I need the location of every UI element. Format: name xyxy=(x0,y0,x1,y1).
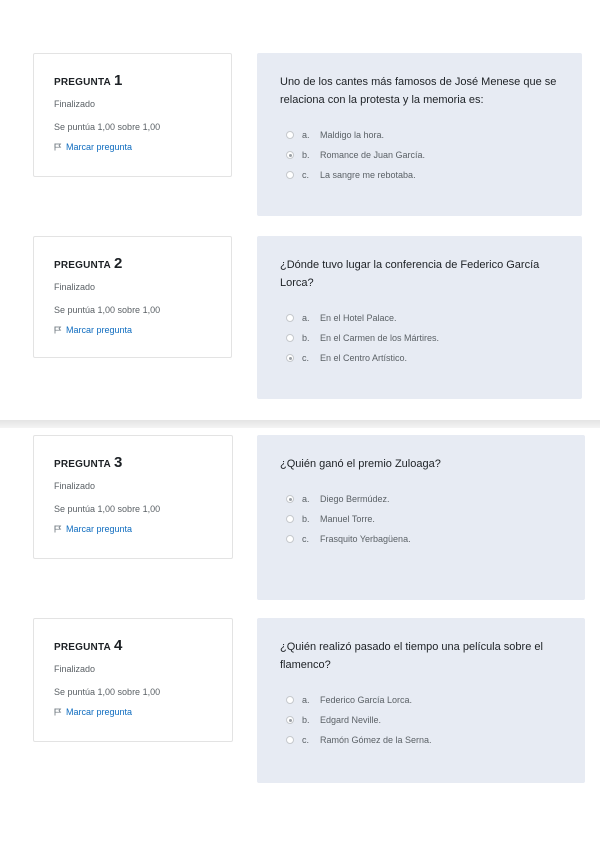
radio-icon[interactable] xyxy=(286,334,294,342)
question-grade: Se puntúa 1,00 sobre 1,00 xyxy=(54,504,161,514)
radio-icon[interactable] xyxy=(286,131,294,139)
question-info xyxy=(33,618,233,742)
answer-list xyxy=(280,690,563,750)
answer-letter: a. xyxy=(302,313,310,323)
radio-icon[interactable] xyxy=(286,314,294,322)
radio-icon[interactable] xyxy=(286,354,294,362)
answer-text: En el Hotel Palace. xyxy=(320,313,397,323)
question-label: PREGUNTA xyxy=(54,642,111,653)
question-grade: Se puntúa 1,00 sobre 1,00 xyxy=(54,687,161,697)
flag-question-link[interactable] xyxy=(54,707,212,717)
radio-icon[interactable] xyxy=(286,151,294,159)
question-text: ¿Quién ganó el premio Zuloaga? xyxy=(280,458,441,470)
answer-letter: a. xyxy=(302,695,310,705)
radio-icon[interactable] xyxy=(286,696,294,704)
radio-icon[interactable] xyxy=(286,716,294,724)
question-content xyxy=(257,618,585,783)
flag-question-label: Marcar pregunta xyxy=(66,325,133,335)
answer-text: Edgard Neville. xyxy=(320,715,382,725)
question-number: 4 xyxy=(113,637,123,654)
answer-text: Maldigo la hora. xyxy=(320,130,385,140)
question-text: Uno de los cantes más famosos de José Menese que se relaciona con la protesta y la memoria es: xyxy=(280,76,557,106)
question-content xyxy=(257,53,582,216)
radio-icon[interactable] xyxy=(286,515,294,523)
answer-list xyxy=(280,308,560,368)
answer-option[interactable] xyxy=(280,165,560,185)
question-state: Finalizado xyxy=(54,664,96,674)
answer-text: Romance de Juan García. xyxy=(320,150,426,160)
answer-text: Diego Bermúdez. xyxy=(320,494,390,504)
answer-letter: c. xyxy=(302,534,310,544)
question-label: PREGUNTA xyxy=(54,459,111,470)
question-text: ¿Quién realizó pasado el tiempo una película sobre el flamenco? xyxy=(280,641,543,671)
question-label: PREGUNTA xyxy=(54,260,111,271)
question-info xyxy=(33,435,233,559)
question-info xyxy=(33,236,232,358)
flag-question-label: Marcar pregunta xyxy=(66,524,133,534)
answer-letter: a. xyxy=(302,494,310,504)
answer-list xyxy=(280,489,563,549)
flag-question-link[interactable] xyxy=(54,142,211,152)
question-label: PREGUNTA xyxy=(54,77,111,88)
question-content xyxy=(257,236,582,399)
answer-list xyxy=(280,125,560,185)
question-state: Finalizado xyxy=(54,99,96,109)
answer-letter: c. xyxy=(302,170,310,180)
answer-letter: b. xyxy=(302,514,310,524)
answer-text: La sangre me rebotaba. xyxy=(320,170,416,180)
flag-icon xyxy=(54,525,62,533)
answer-text: Manuel Torre. xyxy=(320,514,375,524)
flag-question-label: Marcar pregunta xyxy=(66,707,133,717)
answer-option[interactable] xyxy=(280,348,560,368)
answer-text: Frasquito Yerbagüena. xyxy=(320,534,411,544)
question-state: Finalizado xyxy=(54,481,96,491)
question-number: 2 xyxy=(113,255,123,272)
answer-letter: b. xyxy=(302,150,310,160)
answer-letter: c. xyxy=(302,353,310,363)
answer-option[interactable] xyxy=(280,308,560,328)
flag-icon xyxy=(54,143,62,151)
radio-icon[interactable] xyxy=(286,535,294,543)
answer-letter: b. xyxy=(302,333,310,343)
answer-option[interactable] xyxy=(280,690,563,710)
radio-icon[interactable] xyxy=(286,495,294,503)
answer-text: Ramón Gómez de la Serna. xyxy=(320,735,432,745)
flag-question-link[interactable] xyxy=(54,524,212,534)
radio-icon[interactable] xyxy=(286,171,294,179)
radio-icon[interactable] xyxy=(286,736,294,744)
question-grade: Se puntúa 1,00 sobre 1,00 xyxy=(54,305,161,315)
page-separator xyxy=(0,420,600,428)
answer-option[interactable] xyxy=(280,489,563,509)
flag-question-link[interactable] xyxy=(54,325,211,335)
flag-question-label: Marcar pregunta xyxy=(66,142,133,152)
answer-letter: a. xyxy=(302,130,310,140)
answer-option[interactable] xyxy=(280,145,560,165)
answer-letter: c. xyxy=(302,735,310,745)
flag-icon xyxy=(54,708,62,716)
answer-letter: b. xyxy=(302,715,310,725)
question-content xyxy=(257,435,585,600)
answer-text: En el Carmen de los Mártires. xyxy=(320,333,440,343)
answer-option[interactable] xyxy=(280,529,563,549)
answer-text: En el Centro Artístico. xyxy=(320,353,408,363)
answer-option[interactable] xyxy=(280,328,560,348)
answer-option[interactable] xyxy=(280,710,563,730)
answer-option[interactable] xyxy=(280,125,560,145)
question-text: ¿Dónde tuvo lugar la conferencia de Federico García Lorca? xyxy=(280,259,540,289)
question-number: 3 xyxy=(113,454,123,471)
answer-option[interactable] xyxy=(280,730,563,750)
answer-option[interactable] xyxy=(280,509,563,529)
answer-text: Federico García Lorca. xyxy=(320,695,413,705)
flag-icon xyxy=(54,326,62,334)
question-info xyxy=(33,53,232,177)
question-grade: Se puntúa 1,00 sobre 1,00 xyxy=(54,122,161,132)
question-state: Finalizado xyxy=(54,282,96,292)
question-number: 1 xyxy=(113,72,123,89)
